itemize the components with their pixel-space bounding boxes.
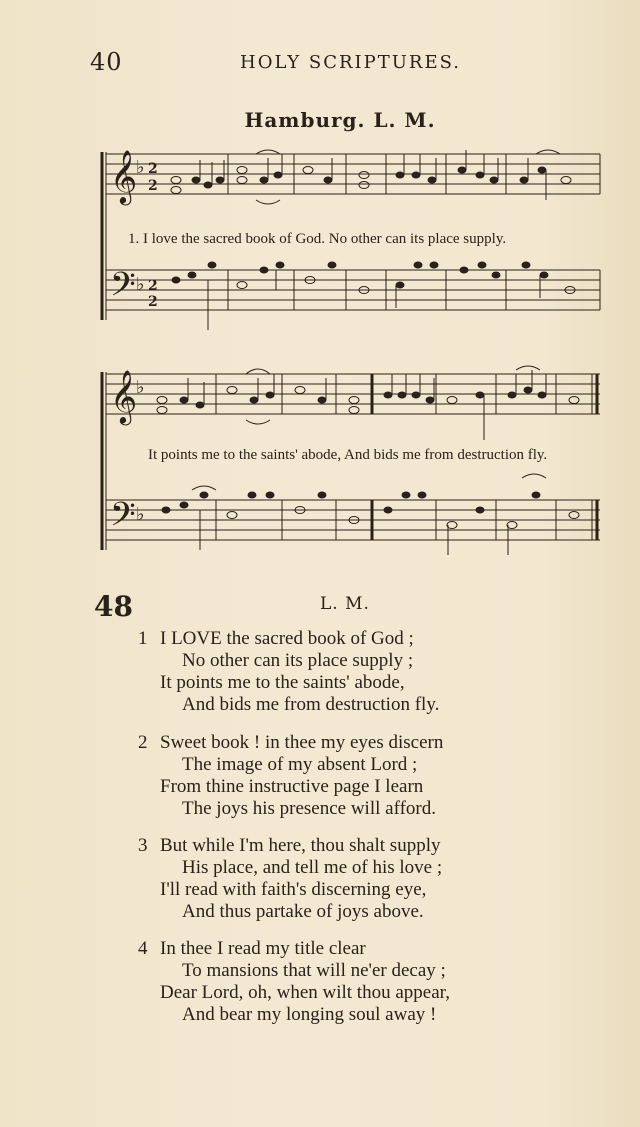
svg-text:♭: ♭ [136,377,145,398]
stanza-line: It points me to the saints' abode, [160,672,405,693]
page-number: 40 [90,48,123,76]
stanza-line: The joys his presence will afford. [182,798,436,819]
svg-text:𝄢: 𝄢 [110,266,136,312]
tune-lyric-line-1: 1. I love the sacred book of God. No other can its place supply. [128,231,507,247]
svg-text:2: 2 [148,161,158,177]
stanza-4 [138,938,450,1026]
stanza-line [138,732,443,754]
svg-text:♭: ♭ [136,504,145,525]
svg-text:𝄢: 𝄢 [110,496,136,542]
svg-text:𝄞: 𝄞 [110,369,138,423]
stanza-number: 2 [138,732,148,753]
stanza-line: I'll read with faith's discerning eye, [160,879,427,900]
stanza-line: And bids me from destruction fly. [182,694,440,715]
stanza-number: 4 [138,938,148,959]
stanza-line [138,628,439,650]
stanza-line: And thus partake of joys above. [182,901,424,922]
stanza-text: Sweet book ! in thee my eyes discern [160,732,444,753]
stanza-line [138,835,442,857]
stanza-line: Dear Lord, oh, when wilt thou appear, [160,982,450,1003]
stanza-text: But while I'm here, thou shalt supply [160,835,441,856]
svg-text:♭: ♭ [136,157,145,178]
stanza-2 [138,732,443,820]
stanza-number: 3 [138,835,148,856]
stanza-line: And bear my longing soul away ! [182,1004,437,1025]
stanza-3 [138,835,442,923]
stanza-number: 1 [138,628,148,649]
running-head: HOLY SCRIPTURES. [240,52,462,73]
tune-title: Hamburg. L. M. [244,108,436,132]
hymn-meter: L. M. [320,594,370,614]
stanza-line [138,938,450,960]
hymn-number: 48 [94,590,133,623]
svg-text:♭: ♭ [136,274,145,295]
svg-text:2: 2 [148,178,158,194]
stanza-text: In thee I read my title clear [160,938,366,959]
stanza-line: His place, and tell me of his love ; [182,857,443,878]
stanza-line: The image of my absent Lord ; [182,754,418,775]
stanza-line: No other can its place supply ; [182,650,414,671]
svg-text:2: 2 [148,278,158,294]
stanza-text: I LOVE the sacred book of God ; [160,628,414,649]
svg-text:2: 2 [148,294,158,310]
stanza-line: From thine instructive page I learn [160,776,424,797]
stanza-1 [138,628,439,716]
svg-text:𝄞: 𝄞 [110,149,138,203]
tune-lyric-line-2: It points me to the saints' abode, And bids me from destruction fly. [148,447,548,463]
stanza-line: To mansions that will ne'er decay ; [182,960,446,981]
